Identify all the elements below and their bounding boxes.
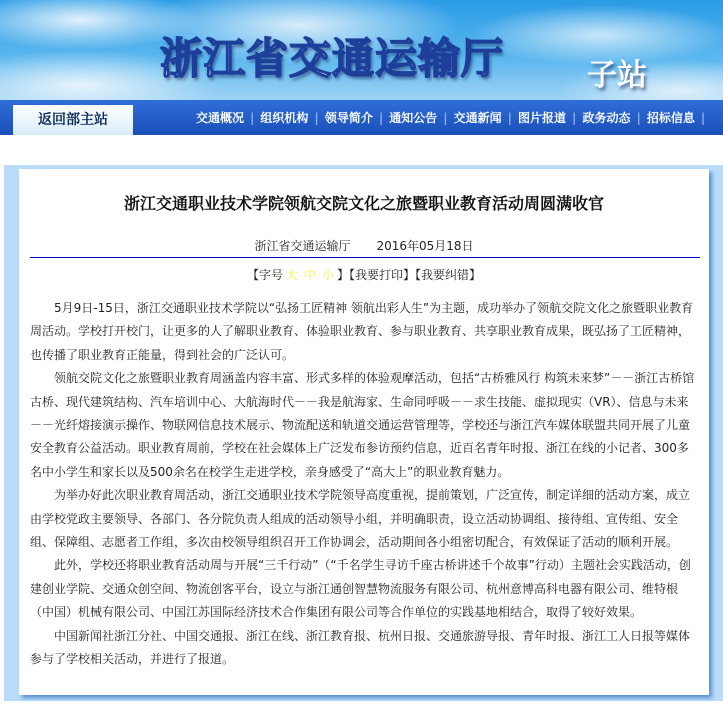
nav-item[interactable]: 组织机构	[260, 111, 309, 125]
article-source: 浙江省交通运输厅	[254, 239, 351, 253]
paragraph: 为举办好此次职业教育周活动，浙江交通职业技术学院领导高度重视，提前策划，广泛宣传，制定详细的活动方案，成立由学校党政主要领导、各部门、各分院负责人组成的活动领导小组，并明确职责，设立活动协调组、接待组、宣传组、安全组、保障组、志愿者工作组，多次由校领导组织召开工作协调会，活动期间各小组密切配合，有效保证了活动的顺利开展。	[30, 488, 691, 550]
article-body	[30, 297, 700, 672]
nav-separator: |	[700, 110, 706, 125]
font-large-link[interactable]: 大	[285, 268, 298, 282]
main-nav	[0, 100, 723, 135]
article-card	[19, 169, 709, 695]
nav-separator: |	[507, 110, 513, 125]
back-to-main-site-button[interactable]: 返回部主站	[13, 105, 133, 135]
font-small-link[interactable]: 小	[321, 268, 334, 282]
font-medium-link[interactable]: 中	[303, 268, 316, 282]
nav-separator: |	[572, 110, 577, 125]
nav-item[interactable]: 政务动态	[582, 111, 631, 125]
font-size-end: 】	[337, 268, 350, 282]
article-title: 浙江交通职业技术学院领航交院文化之旅暨职业教育活动周圆满收官	[123, 194, 604, 213]
nav-separator: |	[314, 110, 319, 125]
nav-separator: |	[250, 110, 255, 125]
site-subtitle: 子站	[587, 58, 647, 93]
font-size-label: 【字号	[246, 268, 283, 282]
nav-item[interactable]: 交通新闻	[453, 111, 502, 125]
paragraph: 领航交院文化之旅暨职业教育周涵盖内容丰富、形式多样的体验观摩活动，包括“古桥雅风行 构筑未来梦”－－浙江古桥馆古桥、现代建筑结构、汽车培训中心、大航海时代－－我是航海家、生命同呼吸－－求生技能、虚拟现实（VR）、信息与未来－－光纤熔接演示操作、物联网信息技术展示、物流配送和轨道交通运营管理等，学校还与浙江汽车媒体联盟共同开展了儿童安全教育公益活动。职业教育周前，学校在社会媒体上广泛发布参访预约信息，近百名青年时报、浙江在线的小记者、300多名中小学生和家长以及500余名在校学生走进学校，亲身感受了“高大上”的职业教育魅力。	[30, 371, 695, 479]
nav-item[interactable]: 招标信息	[646, 111, 695, 125]
article-tools	[19, 266, 709, 283]
nav-separator: |	[443, 110, 448, 125]
nav-menu	[196, 100, 711, 135]
nav-item[interactable]: 交通概况	[196, 111, 245, 125]
article-date: 2016年05月18日	[376, 239, 474, 253]
paragraph: 5月9日-15日，浙江交通职业技术学院以“弘扬工匠精神 领航出彩人生”为主题，成功举办了领航交院文化之旅暨职业教育周活动。学校打开校门，让更多的人了解职业教育、体验职业教育、参与职业教育、共享职业教育成果，既弘扬了工匠精神，也传播了职业教育正能量，得到社会的广泛认可。	[30, 301, 694, 362]
paragraph: 中国新闻社浙江分社、中国交通报、浙江在线、浙江教育报、杭州日报、交通旅游导报、青年时报、浙江工人日报等媒体参与了学校相关活动，并进行了报道。	[30, 628, 691, 667]
nav-separator: |	[636, 110, 641, 125]
report-error-link[interactable]: 【我要纠错】	[415, 268, 482, 282]
nav-item[interactable]: 图片报道	[518, 111, 567, 125]
site-banner	[0, 0, 723, 100]
site-title: 浙江省交通运输厅	[160, 34, 505, 83]
divider	[30, 257, 700, 258]
paragraph: 此外，学校还将职业教育活动周与开展“三千行动”（“千名学生寻访千座古桥讲述千个故事”行动）主题社会实践活动，创建创业学院、交通众创空间、物流创客平台，设立与浙江通创智慧物流服务有限公司、杭州意博高科电器有限公司、维特根（中国）机械有限公司、中国江苏国际经济技术合作集团有限公司等合作单位的实践基地相结合，取得了较好效果。	[30, 558, 691, 620]
nav-item[interactable]: 领导简介	[324, 111, 373, 125]
nav-separator: |	[378, 110, 384, 125]
nav-item[interactable]: 通知公告	[389, 111, 438, 125]
article-meta	[19, 237, 709, 254]
print-link[interactable]: 【我要打印】	[349, 268, 416, 282]
